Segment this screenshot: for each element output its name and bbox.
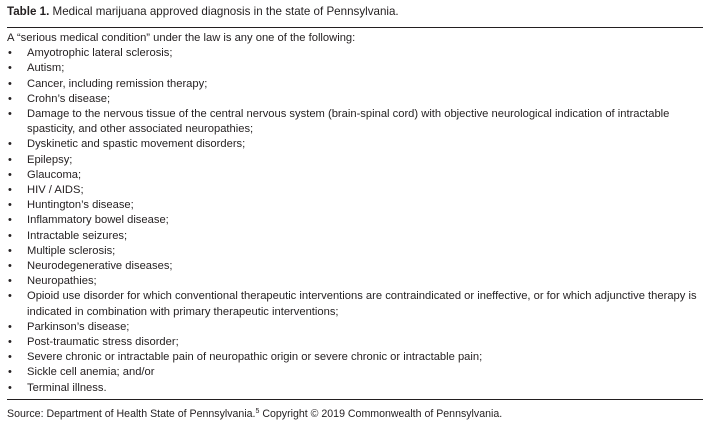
condition-text: Amyotrophic lateral sclerosis; — [27, 47, 173, 60]
condition-text: Epilepsy; — [27, 153, 73, 166]
bullet-icon: • — [8, 47, 12, 60]
condition-item — [7, 365, 703, 380]
bullet-icon: • — [8, 214, 12, 227]
condition-item — [7, 107, 703, 137]
bullet-icon: • — [8, 62, 12, 75]
bullet-icon: • — [8, 108, 12, 121]
condition-item — [7, 61, 703, 76]
condition-text: Huntington’s disease; — [27, 199, 134, 212]
condition-text: Crohn’s disease; — [27, 92, 111, 105]
condition-text: Dyskinetic and spastic movement disorders; — [27, 138, 246, 151]
condition-text: Damage to the nervous tissue of the central nervous system (brain-spinal cord) with objective neurological indication of intractable spasticity, and other associated neuropathies; — [27, 108, 670, 136]
bullet-icon: • — [8, 199, 12, 212]
condition-text: Terminal illness. — [27, 381, 107, 394]
bullet-icon: • — [8, 275, 12, 288]
condition-item — [7, 244, 703, 259]
bullet-icon: • — [8, 77, 12, 90]
condition-item — [7, 335, 703, 350]
bullet-icon: • — [8, 184, 12, 197]
bullet-icon: • — [8, 320, 12, 333]
table-intro: A “serious medical condition” under the law is any one of the following: — [7, 32, 356, 44]
bottom-rule — [7, 399, 703, 400]
condition-item — [7, 381, 703, 396]
bullet-icon: • — [8, 336, 12, 349]
table-title: Medical marijuana approved diagnosis in the state of Pennsylvania. — [52, 5, 399, 18]
bullet-icon: • — [8, 290, 12, 303]
bullet-icon: • — [8, 138, 12, 151]
bullet-icon: • — [8, 168, 12, 181]
condition-text: Cancer, including remission therapy; — [27, 77, 208, 90]
condition-item — [7, 320, 703, 335]
condition-text: Intractable seizures; — [27, 229, 128, 242]
condition-item — [7, 77, 703, 92]
condition-item — [7, 289, 703, 319]
bullet-icon: • — [8, 351, 12, 364]
condition-item — [7, 46, 703, 61]
bullet-icon: • — [8, 366, 12, 379]
table-caption — [7, 4, 703, 21]
bullet-icon: • — [8, 244, 12, 257]
condition-item — [7, 198, 703, 213]
condition-text: Sickle cell anemia; and/or — [27, 366, 155, 379]
table-figure — [7, 4, 703, 421]
table-body — [7, 28, 703, 399]
condition-item — [7, 229, 703, 244]
condition-text: Severe chronic or intractable pain of neuropathic origin or severe chronic or intractable pain; — [27, 351, 483, 364]
condition-item — [7, 168, 703, 183]
condition-text: Opioid use disorder for which conventional therapeutic interventions are contraindicated or ineffective, or for which adjunctive therapy is indicated in combination with primary therapeutic interventions; — [27, 290, 697, 318]
bullet-icon: • — [8, 260, 12, 273]
condition-item — [7, 259, 703, 274]
bullet-icon: • — [8, 153, 12, 166]
conditions-list — [7, 46, 703, 396]
source-text: Source: Department of Health State of Pennsylvania. — [7, 407, 256, 420]
condition-text: Parkinson’s disease; — [27, 320, 130, 333]
condition-item — [7, 213, 703, 228]
condition-item — [7, 153, 703, 168]
condition-text: HIV / AIDS; — [27, 184, 84, 197]
bullet-icon: • — [8, 229, 12, 242]
source-copyright: Copyright © 2019 Commonwealth of Pennsylvania. — [259, 407, 503, 420]
condition-text: Neuropathies; — [27, 275, 97, 288]
condition-text: Neurodegenerative diseases; — [27, 260, 173, 273]
condition-text: Glaucoma; — [27, 168, 82, 181]
condition-text: Post-traumatic stress disorder; — [27, 336, 179, 349]
condition-item — [7, 183, 703, 198]
condition-item — [7, 137, 703, 152]
bullet-icon: • — [8, 92, 12, 105]
table-label: Table 1. — [7, 5, 50, 18]
condition-item — [7, 350, 703, 365]
condition-item — [7, 274, 703, 289]
condition-item — [7, 92, 703, 107]
condition-text: Autism; — [27, 62, 65, 75]
condition-text: Multiple sclerosis; — [27, 244, 116, 257]
bullet-icon: • — [8, 381, 12, 394]
source-reference: 5 — [255, 407, 260, 415]
table-source-note — [7, 407, 703, 421]
condition-text: Inflammatory bowel disease; — [27, 214, 169, 227]
